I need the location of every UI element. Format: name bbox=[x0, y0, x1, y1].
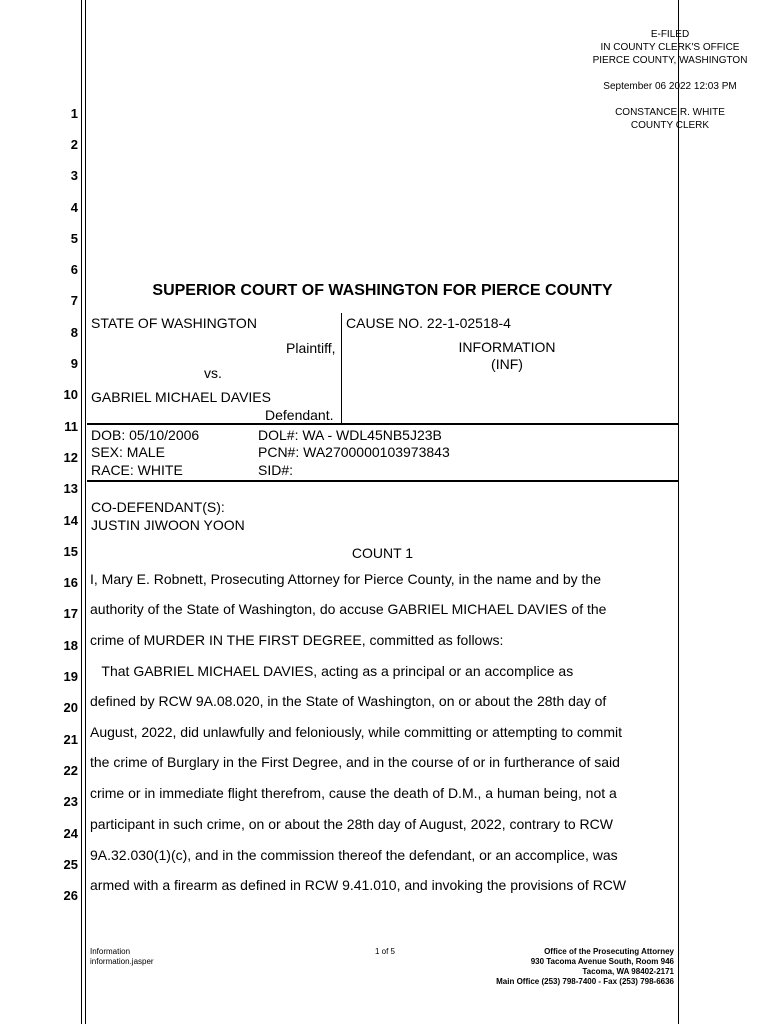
body-line: crime or in immediate flight therefrom, cause the death of D.M., a human being, not a bbox=[90, 785, 617, 801]
line-number: 23 bbox=[63, 794, 78, 809]
divider-bottom bbox=[87, 480, 678, 482]
stamp-clerk-title: COUNTY CLERK bbox=[630, 120, 710, 131]
document-type: INFORMATION bbox=[458, 339, 556, 355]
defendant-label: Defendant. bbox=[265, 407, 334, 423]
line-number: 22 bbox=[63, 763, 78, 778]
document-code: (INF) bbox=[491, 356, 523, 372]
body-line: defined by RCW 9A.08.020, in the State of Washington, on or about the 28th day of bbox=[90, 693, 607, 709]
body-line: That GABRIEL MICHAEL DAVIES, acting as a principal or an accomplice as bbox=[90, 663, 574, 679]
count-heading: COUNT 1 bbox=[351, 545, 414, 561]
body-line: crime of MURDER IN THE FIRST DEGREE, committed as follows: bbox=[90, 632, 504, 648]
line-number: 14 bbox=[63, 513, 78, 528]
footer-office: Office of the Prosecuting Attorney bbox=[544, 947, 674, 956]
line-number: 1 bbox=[70, 106, 78, 121]
line-number: 25 bbox=[63, 857, 78, 872]
stamp-clerk-name: CONSTANCE R. WHITE bbox=[615, 107, 725, 118]
body-line: the crime of Burglary in the First Degree, and in the course of or in furtherance of said bbox=[90, 754, 620, 770]
body-line: armed with a firearm as defined in RCW 9.41.010, and invoking the provisions of RCW bbox=[90, 877, 627, 893]
sid-number: SID#: bbox=[258, 462, 294, 478]
sex: SEX: MALE bbox=[91, 444, 165, 460]
line-number: 6 bbox=[70, 262, 78, 277]
body-line: 9A.32.030(1)(c), and in the commission thereof the defendant, or an accomplice, was bbox=[90, 847, 618, 863]
margin-rule-inner bbox=[85, 0, 86, 1024]
margin-rule-right bbox=[678, 0, 679, 1024]
line-number: 8 bbox=[70, 325, 78, 340]
plaintiff-name: STATE OF WASHINGTON bbox=[91, 315, 257, 331]
line-number: 10 bbox=[63, 387, 78, 402]
line-number: 24 bbox=[63, 826, 78, 841]
line-number: 11 bbox=[64, 419, 78, 434]
stamp-line-2: IN COUNTY CLERK'S OFFICE bbox=[600, 42, 740, 53]
footer-phone: Main Office (253) 798-7400 - Fax (253) 798-6636 bbox=[496, 977, 674, 986]
dob: DOB: 05/10/2006 bbox=[91, 427, 200, 443]
footer-city: Tacoma, WA 98402-2171 bbox=[582, 967, 674, 976]
stamp-line-1: E-FILED bbox=[650, 29, 690, 40]
caption-divider bbox=[341, 313, 342, 424]
line-number: 17 bbox=[63, 606, 78, 621]
line-number: 3 bbox=[70, 168, 78, 183]
line-number: 7 bbox=[70, 293, 78, 308]
pcn-number: PCN#: WA2700000103973843 bbox=[258, 444, 450, 460]
line-number: 9 bbox=[70, 356, 78, 371]
body-line: participant in such crime, on or about the 28th day of August, 2022, contrary to RCW bbox=[90, 816, 613, 832]
codefendant-label: CO-DEFENDANT(S): bbox=[91, 499, 225, 515]
line-number: 5 bbox=[70, 231, 78, 246]
dol-number: DOL#: WA - WDL45NB5J23B bbox=[258, 427, 442, 443]
body-line: August, 2022, did unlawfully and feloniously, while committing or attempting to commit bbox=[90, 724, 623, 740]
line-number: 2 bbox=[70, 137, 78, 152]
line-number: 13 bbox=[63, 481, 78, 496]
line-number: 26 bbox=[63, 888, 78, 903]
body-line: authority of the State of Washington, do accuse GABRIEL MICHAEL DAVIES of the bbox=[90, 601, 607, 617]
divider-top bbox=[87, 423, 678, 425]
body-line: I, Mary E. Robnett, Prosecuting Attorney for Pierce County, in the name and by the bbox=[90, 571, 602, 587]
footer-address: 930 Tacoma Avenue South, Room 946 bbox=[530, 957, 674, 966]
defendant-name: GABRIEL MICHAEL DAVIES bbox=[91, 389, 271, 405]
vs-label: vs. bbox=[204, 365, 222, 381]
line-number: 15 bbox=[63, 544, 78, 559]
codefendant-name: JUSTIN JIWOON YOON bbox=[91, 517, 245, 533]
plaintiff-label: Plaintiff, bbox=[286, 340, 336, 356]
page-number: 1 of 5 bbox=[374, 947, 395, 956]
line-number: 21 bbox=[63, 732, 78, 747]
race: RACE: WHITE bbox=[91, 462, 183, 478]
line-number: 4 bbox=[70, 200, 78, 215]
footer-doc-name: Information bbox=[90, 947, 131, 956]
cause-number: CAUSE NO. 22-1-02518-4 bbox=[346, 315, 511, 331]
court-title: SUPERIOR COURT OF WASHINGTON FOR PIERCE COUNTY bbox=[152, 282, 613, 299]
line-number: 12 bbox=[63, 450, 78, 465]
margin-rule-outer bbox=[81, 0, 82, 1024]
stamp-line-3: PIERCE COUNTY, WASHINGTON bbox=[592, 55, 748, 66]
line-number: 18 bbox=[63, 638, 78, 653]
line-number: 20 bbox=[63, 700, 78, 715]
line-number: 16 bbox=[63, 575, 78, 590]
footer-template: information.jasper bbox=[90, 957, 154, 966]
stamp-date: September 06 2022 12:03 PM bbox=[603, 81, 737, 92]
line-number: 19 bbox=[63, 669, 78, 684]
